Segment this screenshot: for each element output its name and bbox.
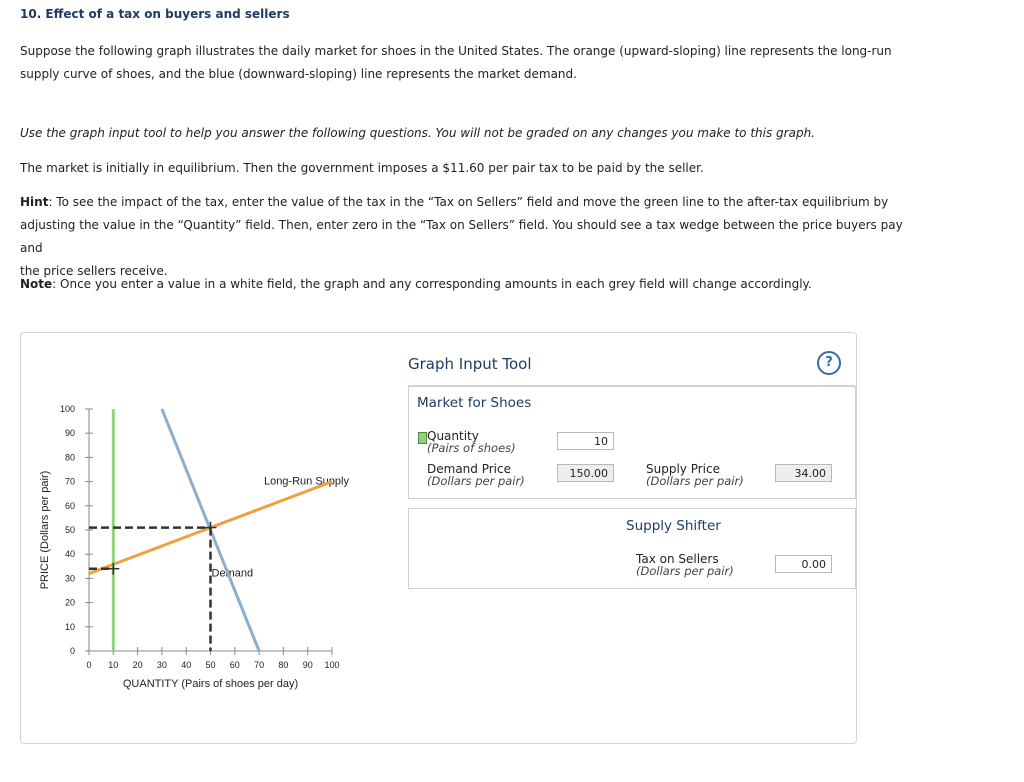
note-label: Note	[20, 277, 53, 291]
y-tick-label: 50	[64, 525, 75, 535]
x-tick-label: 100	[324, 660, 340, 670]
tax-label: Tax on Sellers	[636, 552, 719, 566]
intro-line-1: Suppose the following graph illustrates the daily market for shoes in the United States. The orange (upward-sloping) line represents the long-run	[20, 44, 892, 58]
tax-paragraph: The market is initially in equilibrium. Then the government imposes a $11.60 per pair tax to be paid by the seller.	[20, 161, 704, 175]
hint-paragraph	[20, 191, 920, 283]
question-title: 10. Effect of a tax on buyers and sellers	[20, 7, 290, 21]
supply-price-unit: (Dollars per pair)	[646, 474, 744, 488]
x-axis-label: QUANTITY (Pairs of shoes per day)	[122, 678, 299, 690]
y-tick-label: 0	[69, 646, 75, 656]
demand-curve-label: Demand	[211, 567, 254, 580]
x-tick-label: 30	[156, 660, 167, 670]
x-tick-label: 40	[181, 660, 192, 670]
intro-line-2: supply curve of shoes, and the blue (downward-sloping) line represents the market demand.	[20, 67, 577, 81]
tax-input[interactable]: 0.00	[775, 555, 832, 573]
market-title: Market for Shoes	[417, 395, 532, 411]
y-tick-label: 60	[64, 500, 75, 511]
hint-text-1: : To see the impact of the tax, enter the value of the tax in the “Tax on Sellers” field and move the green line to the after-tax equilibrium by	[48, 195, 889, 209]
demand-price-label: Demand Price	[427, 462, 511, 476]
tax-unit: (Dollars per pair)	[636, 564, 734, 578]
x-tick-label: 70	[254, 660, 265, 670]
y-tick-label: 40	[64, 549, 75, 560]
demand-price-unit: (Dollars per pair)	[427, 474, 525, 488]
quantity-label: Quantity	[427, 429, 479, 443]
demand-price-field: 150.00	[557, 464, 614, 482]
y-tick-label: 30	[64, 573, 75, 584]
x-tick-label: 20	[132, 660, 143, 670]
note-paragraph	[20, 273, 920, 296]
shifter-title: Supply Shifter	[626, 518, 721, 534]
x-tick-label: 90	[302, 660, 313, 670]
y-axis-label: PRICE (Dollars per pair)	[39, 470, 51, 590]
x-tick-label: 50	[205, 660, 216, 670]
instruction-paragraph: Use the graph input tool to help you answer the following questions. You will not be graded on any changes you make to this graph.	[20, 126, 815, 140]
supply-price-field: 34.00	[775, 464, 832, 482]
hint-text-2: adjusting the value in the “Quantity” field. Then, enter zero in the “Tax on Sellers” field. You should see a tax wedge between the price buyers pay and	[20, 218, 903, 255]
help-icon[interactable]: ?	[817, 351, 841, 375]
y-tick-label: 70	[64, 476, 75, 487]
x-tick-label: 80	[278, 660, 289, 670]
x-tick-label: 0	[86, 660, 92, 670]
note-text: : Once you enter a value in a white field, the graph and any corresponding amounts in each grey field will change accordingly.	[52, 277, 812, 291]
market-chart[interactable]	[30, 395, 370, 700]
intro-paragraph	[20, 40, 920, 86]
hint-label: Hint	[20, 195, 49, 209]
supply-curve-label: Long-Run Supply	[263, 475, 349, 488]
y-tick-label: 90	[64, 428, 75, 439]
y-tick-label: 100	[59, 404, 75, 414]
tool-title: Graph Input Tool	[408, 355, 532, 373]
quantity-swatch-icon	[418, 432, 427, 444]
hint-text-3: the price sellers receive.	[20, 264, 168, 278]
y-tick-label: 80	[64, 452, 75, 463]
y-tick-label: 20	[64, 597, 75, 608]
x-tick-label: 60	[229, 660, 240, 670]
quantity-unit: (Pairs of shoes)	[427, 441, 516, 455]
quantity-input[interactable]: 10	[557, 432, 614, 450]
y-tick-label: 10	[64, 621, 75, 632]
supply-price-label: Supply Price	[646, 462, 720, 476]
x-tick-label: 10	[108, 660, 119, 670]
